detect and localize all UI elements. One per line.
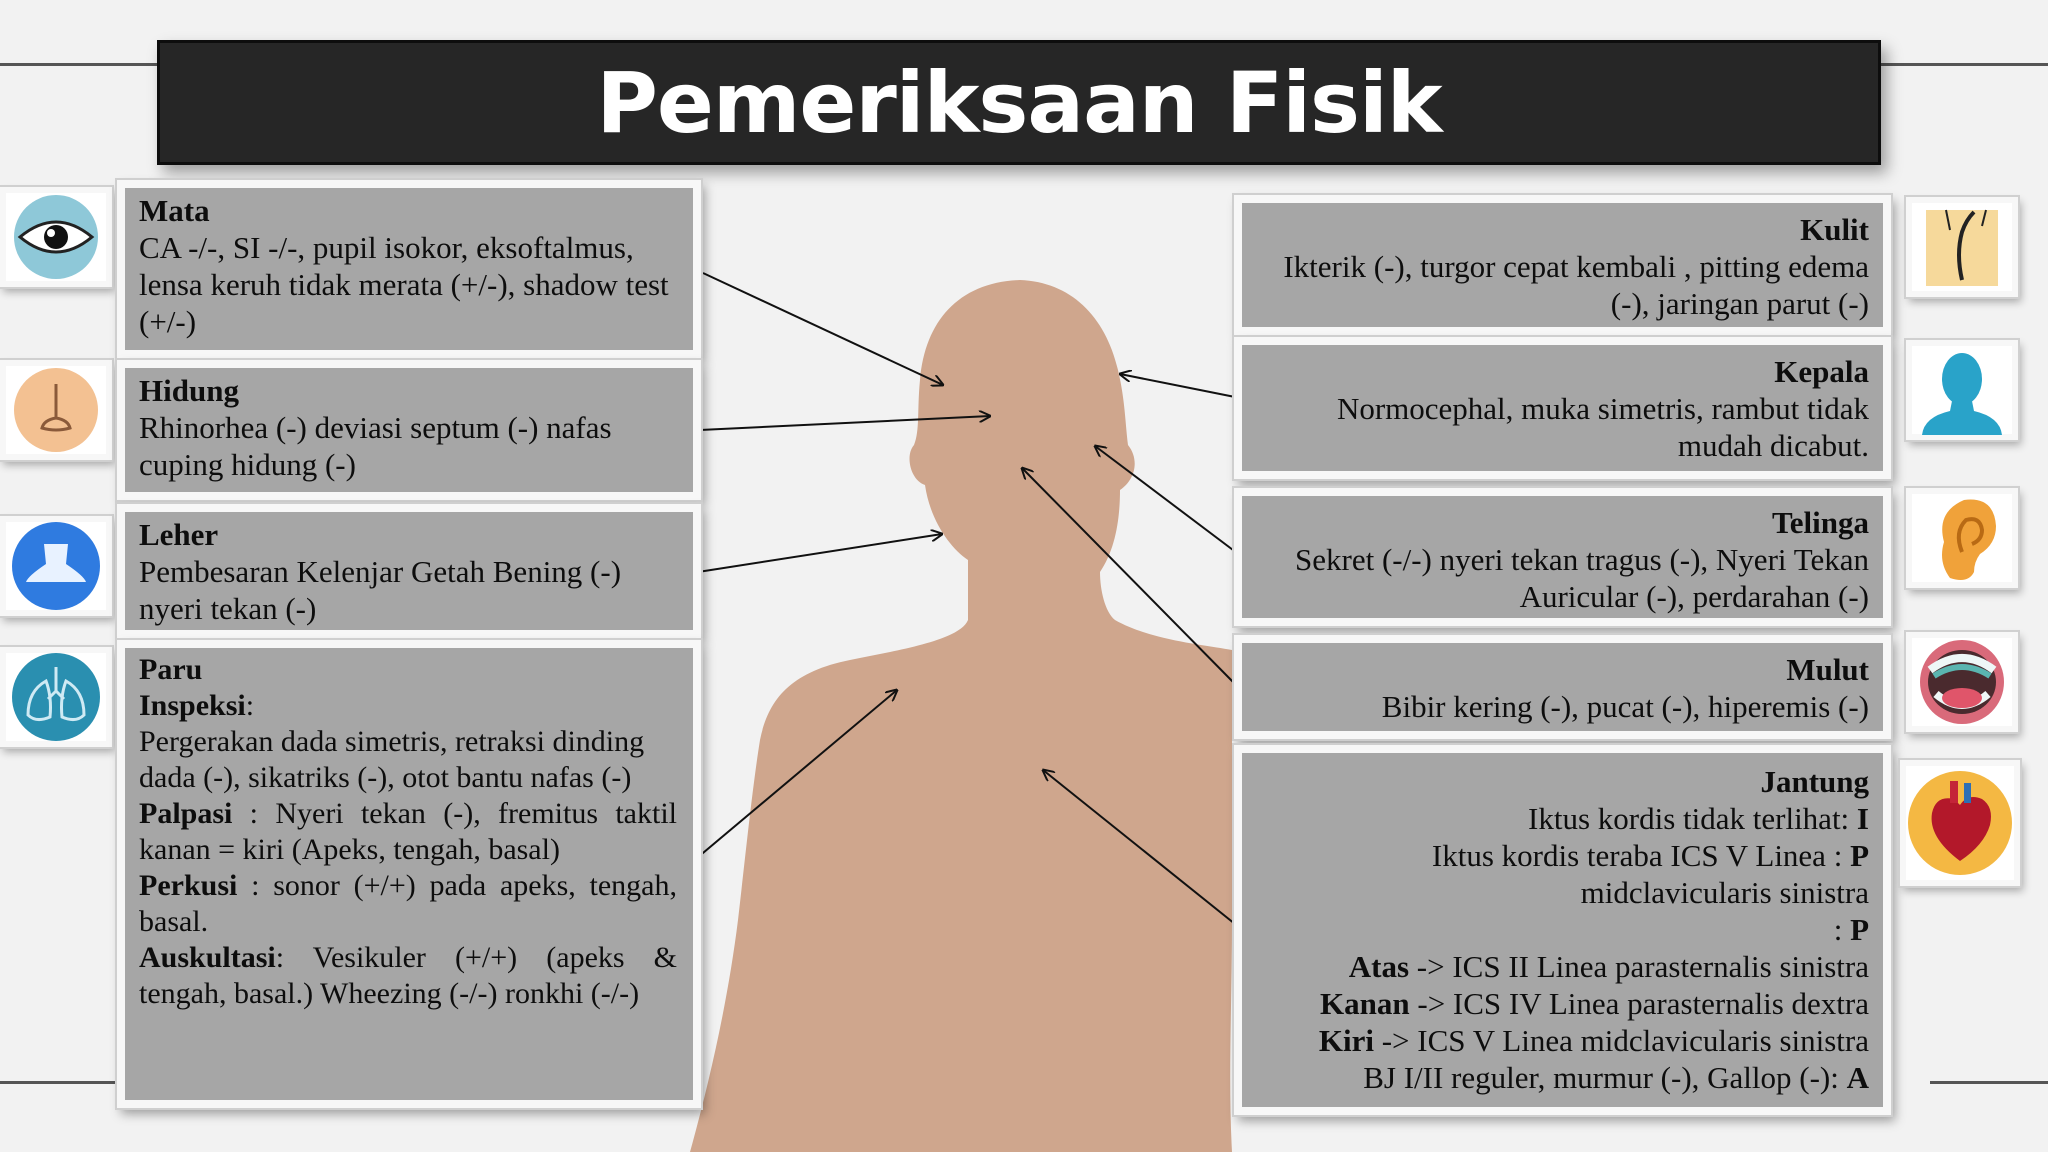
jantung-line-1-tag: I — [1856, 801, 1869, 836]
panel-mata — [117, 180, 701, 358]
kulit-icon-box — [1906, 197, 2018, 297]
hidung-title: Hidung — [139, 373, 239, 408]
kepala-icon-box — [1906, 340, 2018, 440]
jantung-line-2-text: Iktus kordis teraba ICS V Linea : — [1431, 838, 1851, 873]
heart-icon — [1906, 767, 2014, 879]
arrow-mata — [703, 273, 943, 385]
paru-auskultasi — [139, 940, 677, 1012]
panel-kulit — [1234, 195, 1891, 335]
paru-inspeksi — [139, 688, 677, 724]
palpasi-label: Palpasi — [139, 797, 233, 830]
mata-title: Mata — [139, 193, 210, 228]
panel-jantung — [1234, 745, 1891, 1115]
ear-icon — [1916, 492, 2008, 584]
telinga-icon-box — [1906, 488, 2018, 588]
jantung-line-5-text: -> ICS II Linea parasternalis sinistra — [1409, 949, 1869, 984]
mulut-title: Mulut — [1786, 652, 1869, 687]
kepala-title: Kepala — [1774, 354, 1869, 389]
telinga-body: Sekret (-/-) nyeri tekan tragus (-), Nyeri Tekan Auricular (-), perdarahan (-) — [1295, 542, 1869, 614]
arrow-kepala — [1120, 374, 1240, 398]
panel-kepala — [1234, 337, 1891, 479]
inspeksi-colon: : — [245, 689, 255, 722]
panel-hidung — [117, 360, 701, 500]
hidung-icon-box — [0, 360, 112, 460]
jantung-line-8 — [1256, 1059, 1869, 1096]
panel-mulut — [1234, 635, 1891, 739]
panel-telinga — [1234, 488, 1891, 626]
jantung-line-5 — [1256, 948, 1869, 985]
jantung-kanan-label: Kanan — [1320, 986, 1410, 1021]
jantung-kiri-label: Kiri — [1318, 1023, 1374, 1058]
human-silhouette — [690, 280, 1232, 1152]
jantung-title: Jantung — [1760, 764, 1869, 799]
paru-title: Paru — [139, 653, 203, 686]
hidung-body: Rhinorhea (-) deviasi septum (-) nafas cuping hidung (-) — [139, 410, 612, 482]
lungs-icon — [6, 651, 106, 743]
kulit-body: Ikterik (-), turgor cepat kembali , pitting edema (-), jaringan parut (-) — [1283, 249, 1869, 321]
panel-leher — [117, 504, 701, 638]
leher-title: Leher — [139, 517, 219, 552]
eye-icon — [6, 193, 106, 281]
mulut-icon-box — [1906, 632, 2018, 732]
jantung-line-8-text: BJ I/II reguler, murmur (-), Gallop (-): — [1363, 1060, 1847, 1095]
jantung-line-6-text: -> ICS IV Linea parasternalis dextra — [1409, 986, 1869, 1021]
jantung-line-6 — [1256, 985, 1869, 1022]
jantung-icon-box — [1900, 760, 2020, 886]
auskultasi-label: Auskultasi — [139, 941, 276, 974]
leher-icon-box — [0, 516, 112, 616]
mouth-icon — [1916, 636, 2008, 728]
telinga-title: Telinga — [1771, 505, 1869, 540]
jantung-line-2 — [1256, 837, 1869, 874]
head-icon — [1916, 345, 2008, 435]
jantung-line-3: midclavicularis sinistra — [1580, 875, 1869, 910]
jantung-line-1 — [1256, 800, 1869, 837]
jantung-line-7-text: -> ICS V Linea midclavicularis sinistra — [1373, 1023, 1869, 1058]
nose-icon — [6, 366, 106, 454]
kulit-title: Kulit — [1800, 212, 1869, 247]
auskultasi-body: : Vesikuler (+/+) (apeks & tengah, basal.) Wheezing (-/-) ronkhi (-/-) — [139, 941, 677, 1010]
paru-perkusi — [139, 868, 677, 940]
paru-palpasi — [139, 796, 677, 868]
skin-hair-icon — [1916, 204, 2008, 290]
mata-icon-box — [0, 187, 112, 287]
jantung-line-7 — [1256, 1022, 1869, 1059]
kepala-body: Normocephal, muka simetris, rambut tidak mudah dicabut. — [1336, 391, 1869, 463]
neck-icon — [6, 520, 106, 612]
page-title: Pemeriksaan Fisik — [596, 53, 1442, 152]
jantung-line-4 — [1256, 911, 1869, 948]
inspeksi-label: Inspeksi — [139, 689, 246, 722]
inspeksi-body: Pergerakan dada simetris, retraksi dinding dada (-), sikatriks (-), otot bantu nafas (-) — [139, 725, 645, 794]
arrow-leher — [698, 534, 942, 572]
mulut-body: Bibir kering (-), pucat (-), hiperemis (-) — [1381, 689, 1869, 724]
panel-paru — [117, 640, 701, 1108]
palpasi-body: : Nyeri tekan (-), fremitus taktil kanan = kiri (Apeks, tengah, basal) — [139, 797, 677, 866]
leher-body: Pembesaran Kelenjar Getah Bening (-) nyeri tekan (-) — [139, 554, 622, 626]
mata-body: CA -/-, SI -/-, pupil isokor, eksoftalmus, lensa keruh tidak merata (+/-), shadow test (+/-) — [139, 230, 669, 339]
jantung-line-1-text: Iktus kordis tidak terlihat: — [1528, 801, 1857, 836]
jantung-line-2-tag: P — [1850, 838, 1869, 873]
jantung-atas-label: Atas — [1348, 949, 1410, 984]
perkusi-body: : sonor (+/+) pada apeks, tengah, basal. — [139, 869, 677, 938]
jantung-line-4-tag: P — [1850, 912, 1869, 947]
jantung-line-4-text: : — [1833, 912, 1851, 947]
jantung-line-8-tag: A — [1846, 1060, 1869, 1095]
perkusi-label: Perkusi — [139, 869, 238, 902]
paru-icon-box — [0, 647, 112, 747]
